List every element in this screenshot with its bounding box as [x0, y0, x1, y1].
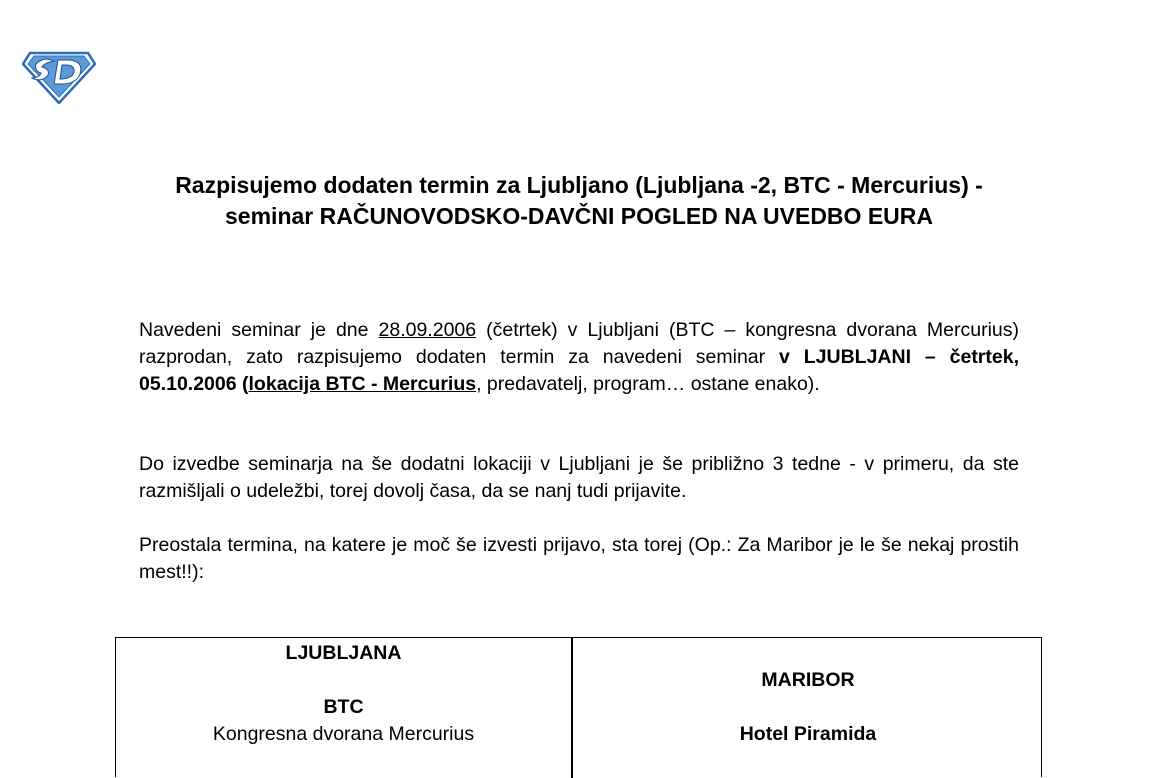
location-link[interactable]: lokacija BTC - Mercurius: [248, 373, 477, 395]
sd-diamond-logo-icon: [22, 50, 96, 104]
intro-text-3: , predavatelj, program… ostane enako).: [476, 373, 820, 395]
venue-name: Hotel Piramida: [739, 723, 877, 745]
original-date: 28.09.2006: [378, 319, 477, 341]
timing-paragraph: Do izvedbe seminarja na še dodatni lokaciji v Ljubljani je še približno 3 tedne - v primeru, da ste razmišljali o udeležbi, torej dovolj časa, da se nanj tudi prijavite.: [139, 453, 1019, 502]
venue-city: MARIBOR: [761, 669, 855, 691]
venue-hall: Kongresna dvorana Mercurius: [212, 723, 475, 745]
venues-table: [115, 637, 1042, 777]
intro-text-2: (četrtek) v Ljubljani (BTC – kongresna dvorana Mercurius) razprodan, zato razpisujemo dodaten termin za navedeni seminar: [139, 319, 1019, 368]
company-logo: [22, 50, 96, 104]
venue-cell-maribor: [573, 667, 1043, 748]
intro-text-1: Navedeni seminar je dne: [139, 319, 379, 341]
remaining-paragraph: Preostala termina, na katere je moč še izvesti prijavo, sta torej (Op.: Za Maribor je le še nekaj prostih mest!!):: [139, 534, 1019, 583]
intro-paragraph: [139, 317, 1019, 398]
venue-city: LJUBLJANA: [285, 642, 402, 664]
page-title: Razpisujemo dodaten termin za Ljubljano (Ljubljana -2, BTC - Mercurius) - seminar RAČUNOVODSKO-DAVČNI POGLED NA UVEDBO EURA: [175, 172, 983, 229]
venue-name: BTC: [323, 696, 364, 718]
venue-cell-ljubljana: [116, 640, 571, 748]
new-date-announcement: v LJUBLJANI – četrtek, 05.10.2006 (: [139, 346, 1019, 395]
